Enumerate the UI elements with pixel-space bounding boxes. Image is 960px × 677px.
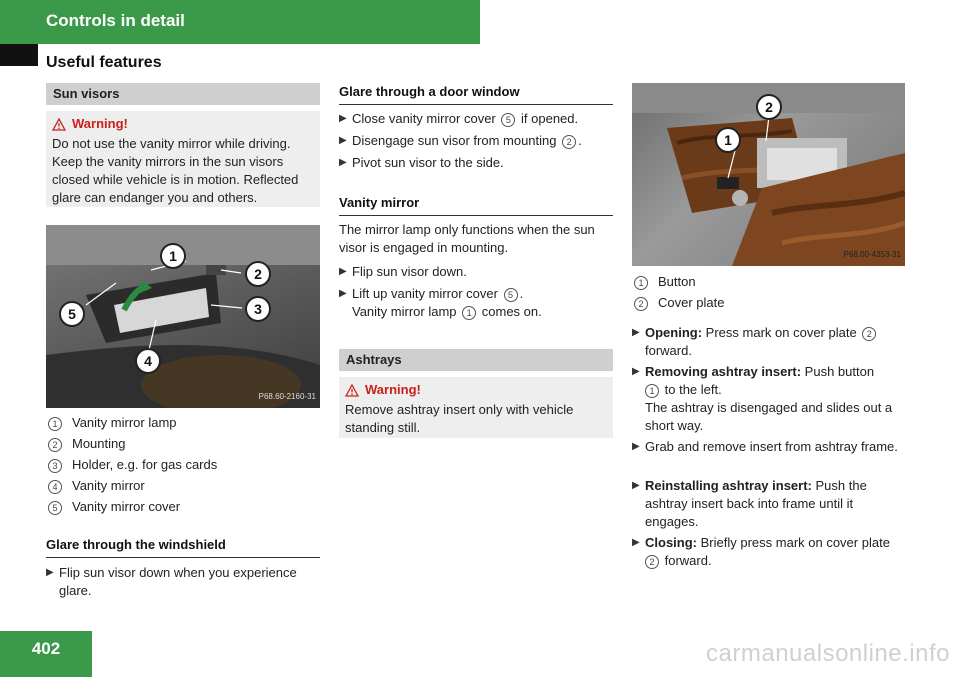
section-title: Useful features: [46, 54, 162, 71]
warning-icon: [345, 384, 359, 397]
ashtray-photo: [632, 83, 905, 266]
legend-item: 2 Cover plate: [634, 294, 724, 312]
ashtray-step-closing: ▶ Closing: Briefly press mark on cover plate 2 forward.: [632, 535, 890, 568]
ashtray-step-removing: ▶ Removing ashtray insert: Push button 1 to the left. The ashtray is disengaged and slides out a short way.: [632, 364, 893, 433]
vanity-mirror-heading: Vanity mirror: [339, 194, 613, 216]
vanity-mirror-step: ▶ Lift up vanity mirror cover 5 . Vanity mirror lamp 1 comes on.: [339, 286, 542, 319]
legend-item: 1 Vanity mirror lamp: [48, 414, 177, 432]
callout-2: 2: [756, 94, 782, 120]
section-tab-marker: [0, 44, 38, 66]
glare-door-step: ▶ Disengage sun visor from mounting 2 .: [339, 133, 582, 148]
photo-code: P68.60-2160-31: [258, 392, 316, 401]
ashtrays-warning: [339, 377, 613, 438]
legend-item: 1 Button: [634, 273, 696, 291]
vanity-mirror-intro: The mirror lamp only functions when the sun visor is engaged in mounting.: [339, 222, 595, 255]
vanity-mirror-step: ▶ Flip sun visor down.: [339, 264, 467, 279]
page-number: 402: [31, 639, 61, 658]
warning-text: Do not use the vanity mirror while driving. Keep the vanity mirrors in the sun visors closed while vehicle is in motion. Reflected glare can endanger you and others.: [52, 136, 299, 205]
callout-3: 3: [245, 296, 271, 322]
ashtray-step-opening: ▶ Opening: Press mark on cover plate 2 forward.: [632, 324, 906, 360]
glare-door-heading: Glare through a door window: [339, 83, 613, 105]
sun-visors-header: Sun visors: [46, 83, 320, 105]
chapter-title: Controls in detail: [46, 11, 185, 30]
ashtrays-header: Ashtrays: [339, 349, 613, 371]
glare-windshield-step: ▶ Flip sun visor down when you experience glare.: [46, 565, 297, 598]
glare-windshield-heading: Glare through the windshield: [46, 536, 320, 558]
legend-item: 2 Mounting: [48, 435, 125, 453]
warning-icon: [52, 118, 66, 131]
sun-visor-photo: [46, 225, 320, 408]
glare-door-step: ▶ Pivot sun visor to the side.: [339, 155, 504, 170]
legend-item: 3 Holder, e.g. for gas cards: [48, 456, 217, 474]
glare-door-step: ▶ Close vanity mirror cover 5 if opened.: [339, 111, 579, 126]
legend-item: 4 Vanity mirror: [48, 477, 145, 495]
warning-title: Warning!: [72, 116, 128, 131]
warning-title: Warning!: [365, 382, 421, 397]
legend-item: 5 Vanity mirror cover: [48, 498, 180, 516]
ashtray-step-reinstall: ▶ Reinstalling ashtray insert: Push the ashtray insert back into frame until it engages.: [632, 478, 867, 529]
warning-text: Remove ashtray insert only with vehicle standing still.: [345, 402, 574, 435]
callout-2: 2: [245, 261, 271, 287]
ashtray-step-grab: ▶ Grab and remove insert from ashtray frame.: [632, 439, 898, 454]
callout-5: 5: [59, 301, 85, 327]
sun-visors-warning: [46, 111, 320, 207]
callout-4: 4: [135, 348, 161, 374]
callout-1: 1: [715, 127, 741, 153]
watermark: carmanualsonline.info: [706, 640, 950, 667]
callout-1: 1: [160, 243, 186, 269]
photo-code: P68.00-4353-31: [843, 250, 901, 259]
